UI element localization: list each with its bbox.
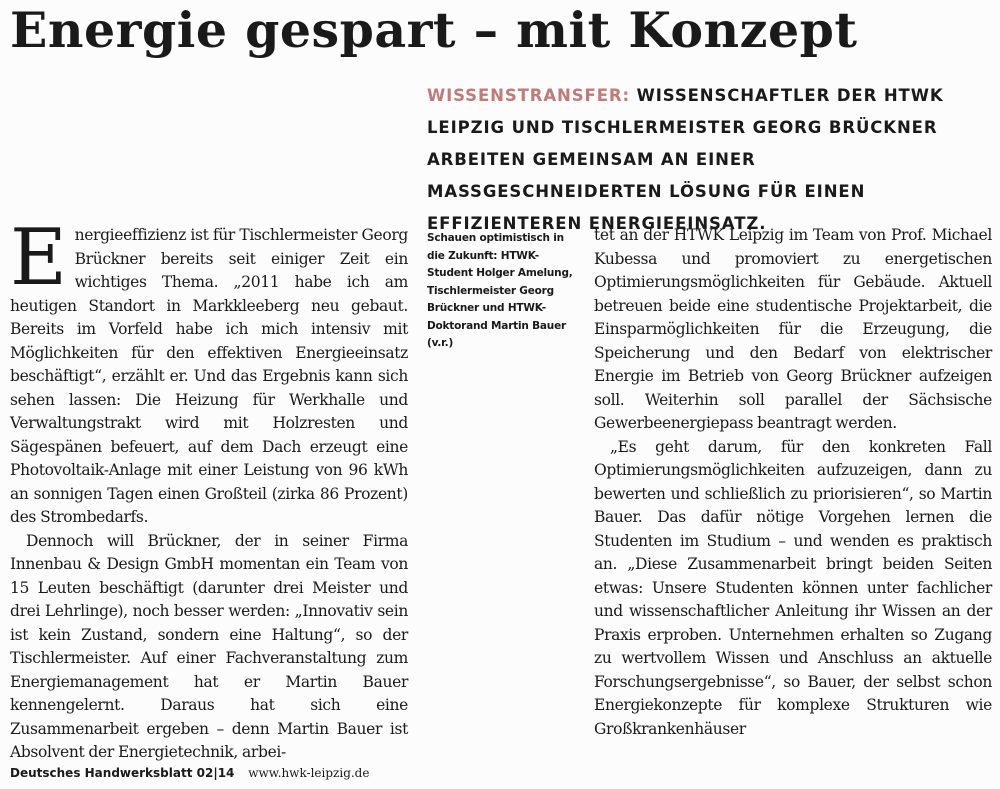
- paragraph: „Es geht darum, für den konkreten Fall Optimierungsmöglichkeiten aufzuzeigen, dann zu bewerten und schließlich zu priorisieren“, so Martin Bauer. Das dafür nötige Vorgehen lernen die Studenten im Studium – und wenden es praktisch an. „Diese Zusammenarbeit bringt beiden Seiten etwas: Unsere Studenten können unter fachlicher und wissenschaftlicher Anleitung ihr Wissen an der Praxis erproben. Unternehmen erhalten so Zugang zu wertvollem Wissen und Anschluss an aktuelle Forschungsergebnisse“, so Bauer, der selbst schon Energiekonzepte für komplexe Strukturen wie Großkrankenhäuser: [594, 437, 992, 738]
- paragraph: [10, 213, 408, 530]
- paragraph: tet an der HTWK Leipzig im Team von Prof. Michael Kubessa und promoviert zu energetischen Optimierungsmöglichkeiten für Gebäude. Aktuell betreuen beide eine studentische Projektarbeit, die Einsparmöglichkeiten für die Erzeugung, die Speicherung und den Bedarf von elektrischer Energie im Betrieb von Georg Brückner aufzeigen soll. Weiterhin soll parallel der Sächsische Gewerbeenergiepass beantragt werden.: [594, 226, 992, 432]
- drop-cap: E: [10, 213, 67, 303]
- article-column-2: [594, 224, 992, 741]
- article-column-1: [10, 213, 408, 765]
- lead-tag: WISSENSTRANSFER:: [427, 86, 630, 105]
- paragraph: Dennoch will Brückner, der in seiner Firma Innenbau & Design GmbH momentan ein Team von 15 Leuten beschäftigt (darunter drei Meister und drei Lehrlinge), noch besser werden: „Innovativ sein ist kein Zustand, sondern eine Haltung“, so der Tischlermeister. Auf einer Fachveranstaltung zum Energiemanagement hat er Martin Bauer kennengelernt. Daraus hat sich eine Zusammenarbeit ergeben – denn Martin Bauer ist Absolvent der Energietechnik, arbei-: [10, 531, 408, 761]
- photo-caption: Schauen optimistisch in die Zukunft: HTWK-Student Holger Amelung, Tischlermeister Georg Brückner und HTWK-Doktorand Martin Bauer (v.r.): [427, 232, 573, 349]
- paragraph-text: nergieeffizienz ist für Tischlermeister Georg Brückner bereits seit einiger Zeit ein wichtiges Thema. „2011 habe ich am heutigen Standort in Markkleeberg neu gebaut. Bereits im Vorfeld habe ich mich intensiv mit Möglichkeiten für den effektiven Energieeinsatz beschäftigt“, erzählt er. Und das Ergebnis kann sich sehen lassen: Die Heizung für Werkhalle und Verwaltungstrakt wird mit Holzresten und Sägespänen befeuert, auf dem Dach erzeugt eine Photovoltaik-Anlage mit einer Leistung von 96 kWh an sonnigen Tagen einen Großteil (zirka 86 Prozent) des Strombedarfs.: [10, 226, 408, 526]
- lead-text: WISSENSCHAFTLER DER HTWK LEIPZIG UND TISCHLERMEISTER GEORG BRÜCKNER ARBEITEN GEMEINSAM AN EINER MASSGESCHNEIDERTEN LÖSUNG FÜR EINEN EFFIZIENTEREN ENERGIEEINSATZ.: [427, 86, 944, 233]
- article-lead: [427, 80, 987, 240]
- article-headline: Energie gespart – mit Konzept: [10, 1, 858, 59]
- magazine-issue: Deutsches Handwerksblatt 02|14: [10, 766, 235, 780]
- website-url: www.hwk-leipzig.de: [248, 766, 370, 780]
- page-footer: [10, 765, 369, 781]
